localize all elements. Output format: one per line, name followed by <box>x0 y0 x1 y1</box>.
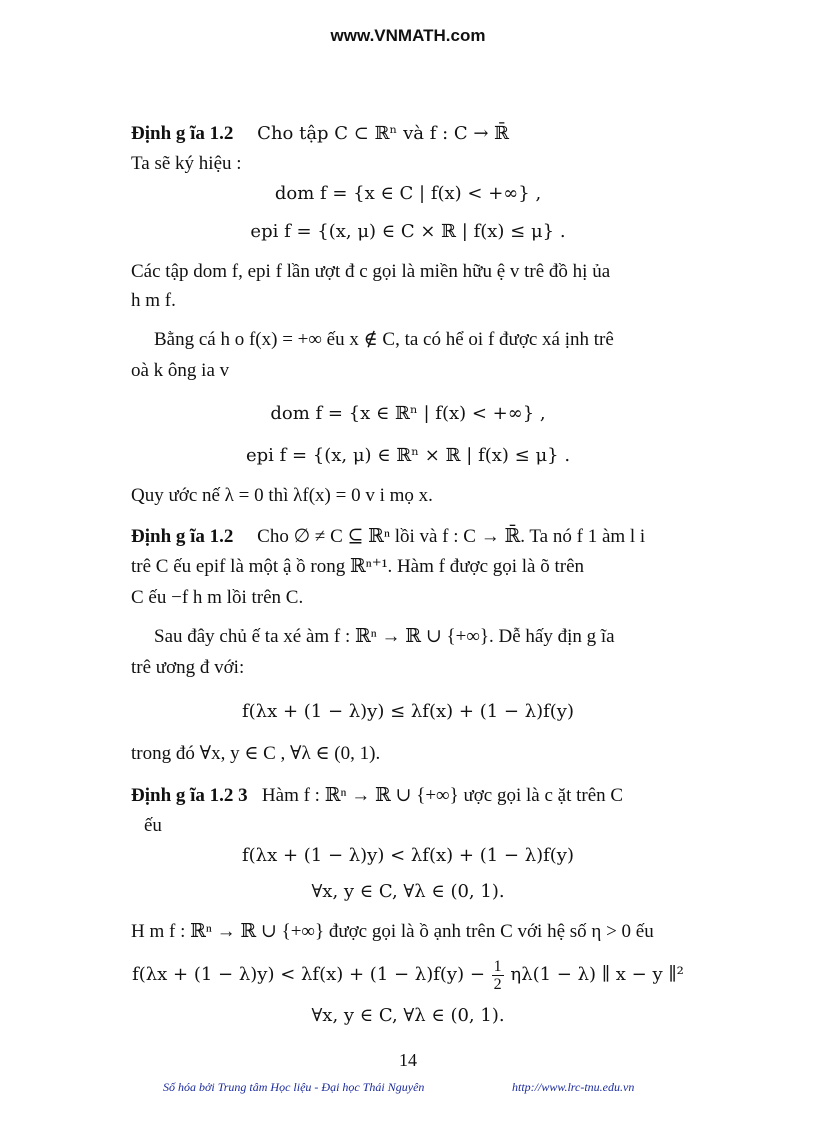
definition-2-title: Định g ĩa 1.2 <box>131 526 234 547</box>
paragraph-3-line-2: trê ương đ với: <box>131 657 245 678</box>
definition-2-text: Cho ∅ ≠ C ⊆ ℝⁿ lồi và f : C → ℝ̄. Ta nó f 1 àm l i <box>257 526 646 547</box>
definition-3-title: Định g ĩa 1.2 3 <box>131 785 248 806</box>
strict-inequality: f(λx + (1 − λ)y) < λf(x) + (1 − λ)f(y) <box>241 845 574 866</box>
epi-equation-2: epi f = {(x, μ) ∈ ℝⁿ × ℝ | f(x) ≤ μ} . <box>245 445 571 466</box>
definition-1 <box>131 122 509 146</box>
definition-2-line-2: trê C ếu epif là một ậ ồ rong ℝⁿ⁺¹. Hàm f được gọi là õ trên <box>131 556 585 577</box>
dom-equation-2: dom f = {x ∈ ℝⁿ | f(x) < +∞} , <box>270 403 546 424</box>
definition-1-text: Cho tập C ⊂ ℝⁿ và f : C → ℝ̄ <box>257 123 510 144</box>
page-number: 14 <box>399 1050 417 1070</box>
strong-inequality: f(λx + (1 − λ)y) < λf(x) + (1 − λ)f(y) − $\frac{1}{2}$ ηλ(1 − λ) ∥ x − y ∥² <box>132 958 684 993</box>
convention-line: Quy ước nế λ = 0 thì λf(x) = 0 v i mọ x. <box>131 485 433 506</box>
epi-equation-1: epi f = {(x, μ) ∈ C × ℝ | f(x) ≤ μ} . <box>250 221 566 242</box>
paragraph-3-line-1: Sau đây chủ ế ta xé àm f : ℝⁿ → ℝ ∪ {+∞}. Dễ hấy địn g ĩa <box>154 626 615 647</box>
strict-condition: ∀x, y ∈ C, ∀λ ∈ (0, 1). <box>311 881 505 902</box>
paragraph-2-line-2: oà k ông ia v <box>131 360 230 381</box>
footer-url[interactable]: http://www.lrc-tnu.edu.vn <box>512 1080 635 1094</box>
where-line: trong đó ∀x, y ∈ C , ∀λ ∈ (0, 1). <box>131 743 381 764</box>
definition-1-title: Định g ĩa 1.2 <box>131 123 234 144</box>
definition-3-line-1 <box>131 784 623 808</box>
dom-equation-1: dom f = {x ∈ C | f(x) < +∞} , <box>274 183 542 204</box>
definition-2-line-1 <box>131 525 645 549</box>
definition-3-line-2: ếu <box>144 815 162 836</box>
paragraph-2-line-1: Bằng cá h o f(x) = +∞ ếu x ∉ C, ta có hể oi f được xá ịnh trê <box>154 329 614 350</box>
convex-inequality: f(λx + (1 − λ)y) ≤ λf(x) + (1 − λ)f(y) <box>241 701 574 722</box>
notation-line: Ta sẽ ký hiệu : <box>131 153 242 174</box>
definition-2-line-3: C ếu −f h m lồi trên C. <box>131 587 304 608</box>
definition-3-text: Hàm f : ℝⁿ → ℝ ∪ {+∞} ược gọi là c ặt trên C <box>261 785 624 806</box>
half-fraction: $\frac{1}{2}$ <box>493 958 502 993</box>
paragraph-1-line-1: Các tập dom f, epi f lần ượt đ c gọi là miền hữu ệ v trê đồ hị ủa <box>131 261 611 282</box>
strong-convex-line: H m f : ℝⁿ → ℝ ∪ {+∞} được gọi là ồ ạnh trên C với hệ số η > 0 ếu <box>131 921 654 942</box>
footer-source: Số hóa bởi Trung tâm Học liệu - Đại học Thái Nguyên <box>163 1080 425 1094</box>
site-header: www.VNMATH.com <box>330 26 486 45</box>
paragraph-1-line-2: h m f. <box>131 290 176 311</box>
strong-condition: ∀x, y ∈ C, ∀λ ∈ (0, 1). <box>311 1005 505 1026</box>
